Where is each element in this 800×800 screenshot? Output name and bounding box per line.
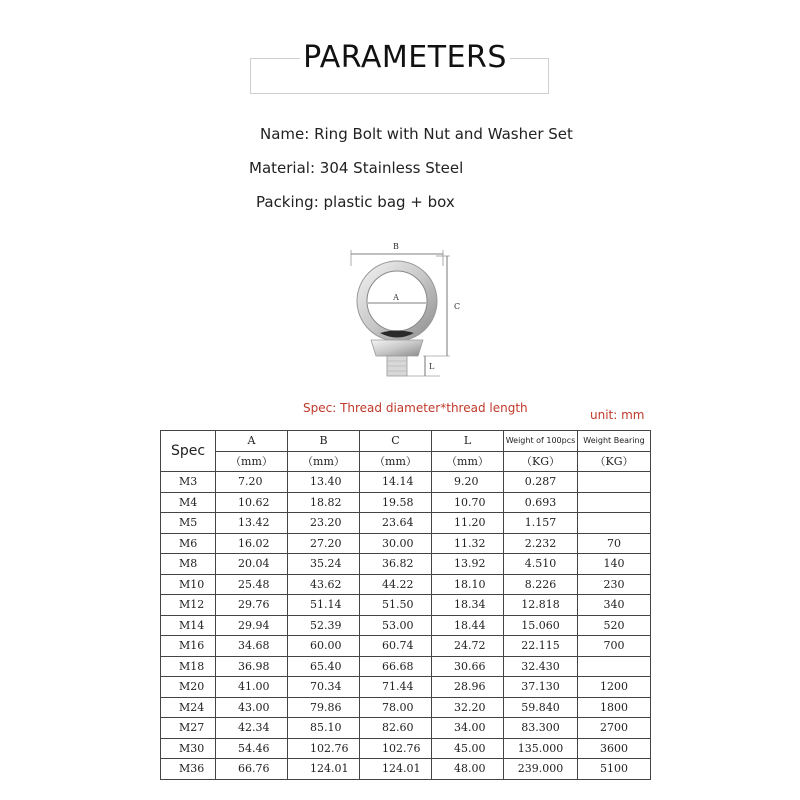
value-cell: 18.82 <box>288 492 360 513</box>
info-material-value: 304 Stainless Steel <box>319 159 464 177</box>
value-cell <box>578 472 651 493</box>
value-cell: 83.300 <box>504 718 578 739</box>
value-cell: 1800 <box>578 697 651 718</box>
value-cell: 124.01 <box>288 759 360 780</box>
value-cell: 30.66 <box>432 656 504 677</box>
value-cell: 700 <box>578 636 651 657</box>
info-name <box>260 125 573 143</box>
header-spec: Spec <box>161 431 216 472</box>
spec-cell: M30 <box>161 738 216 759</box>
value-cell: 78.00 <box>360 697 432 718</box>
value-cell: 1.157 <box>504 513 578 534</box>
value-cell: 51.14 <box>288 595 360 616</box>
table-header-row <box>161 431 651 452</box>
header-a: A <box>216 431 288 452</box>
spec-cell: M3 <box>161 472 216 493</box>
value-cell: 20.04 <box>216 554 288 575</box>
table-row <box>161 595 651 616</box>
table-row <box>161 615 651 636</box>
value-cell <box>578 492 651 513</box>
value-cell: 13.92 <box>432 554 504 575</box>
header-b: B <box>288 431 360 452</box>
value-cell: 71.44 <box>360 677 432 698</box>
value-cell <box>578 656 651 677</box>
dim-label-a: A <box>393 293 399 302</box>
header-c: C <box>360 431 432 452</box>
value-cell: 15.060 <box>504 615 578 636</box>
spec-cell: M10 <box>161 574 216 595</box>
value-cell: 27.20 <box>288 533 360 554</box>
value-cell: 53.00 <box>360 615 432 636</box>
spec-note: Spec: Thread diameter*thread length <box>303 401 528 415</box>
spec-cell: M18 <box>161 656 216 677</box>
value-cell: 1200 <box>578 677 651 698</box>
value-cell: 11.20 <box>432 513 504 534</box>
spec-table-body <box>161 472 651 780</box>
value-cell: 41.00 <box>216 677 288 698</box>
unit-a: （mm） <box>216 451 288 472</box>
table-row <box>161 533 651 554</box>
value-cell: 37.130 <box>504 677 578 698</box>
value-cell: 230 <box>578 574 651 595</box>
table-unit-row <box>161 451 651 472</box>
value-cell: 9.20 <box>432 472 504 493</box>
value-cell: 10.70 <box>432 492 504 513</box>
value-cell: 66.76 <box>216 759 288 780</box>
page-title: PARAMETERS <box>300 40 510 75</box>
spec-cell: M24 <box>161 697 216 718</box>
value-cell: 19.58 <box>360 492 432 513</box>
info-material-label: Material: <box>249 159 315 177</box>
header-bearing: Weight Bearing <box>578 431 651 452</box>
value-cell: 79.86 <box>288 697 360 718</box>
value-cell: 18.10 <box>432 574 504 595</box>
value-cell: 28.96 <box>432 677 504 698</box>
info-name-label: Name: <box>260 125 310 143</box>
table-row <box>161 472 651 493</box>
value-cell: 14.14 <box>360 472 432 493</box>
value-cell: 102.76 <box>288 738 360 759</box>
spec-cell: M6 <box>161 533 216 554</box>
value-cell: 23.20 <box>288 513 360 534</box>
table-row <box>161 492 651 513</box>
value-cell: 135.000 <box>504 738 578 759</box>
value-cell: 23.64 <box>360 513 432 534</box>
table-row <box>161 574 651 595</box>
value-cell: 52.39 <box>288 615 360 636</box>
value-cell: 140 <box>578 554 651 575</box>
value-cell: 340 <box>578 595 651 616</box>
value-cell: 124.01 <box>360 759 432 780</box>
info-material <box>249 159 463 177</box>
header-weight: Weight of 100pcs <box>504 431 578 452</box>
unit-b: （mm） <box>288 451 360 472</box>
value-cell: 59.840 <box>504 697 578 718</box>
table-row <box>161 759 651 780</box>
value-cell: 30.00 <box>360 533 432 554</box>
value-cell: 29.94 <box>216 615 288 636</box>
spec-cell: M27 <box>161 718 216 739</box>
value-cell: 16.02 <box>216 533 288 554</box>
dim-label-l: L <box>429 362 435 371</box>
spec-cell: M20 <box>161 677 216 698</box>
value-cell: 66.68 <box>360 656 432 677</box>
spec-cell: M36 <box>161 759 216 780</box>
value-cell: 3600 <box>578 738 651 759</box>
value-cell: 2700 <box>578 718 651 739</box>
value-cell: 43.00 <box>216 697 288 718</box>
table-row <box>161 718 651 739</box>
value-cell: 82.60 <box>360 718 432 739</box>
value-cell: 18.34 <box>432 595 504 616</box>
value-cell: 11.32 <box>432 533 504 554</box>
value-cell: 45.00 <box>432 738 504 759</box>
dim-label-b: B <box>393 242 399 251</box>
value-cell: 32.20 <box>432 697 504 718</box>
value-cell: 70.34 <box>288 677 360 698</box>
value-cell: 60.74 <box>360 636 432 657</box>
value-cell: 60.00 <box>288 636 360 657</box>
value-cell: 520 <box>578 615 651 636</box>
spec-cell: M5 <box>161 513 216 534</box>
value-cell: 29.76 <box>216 595 288 616</box>
spec-table <box>160 430 651 780</box>
value-cell: 0.693 <box>504 492 578 513</box>
value-cell: 24.72 <box>432 636 504 657</box>
info-name-value: Ring Bolt with Nut and Washer Set <box>314 125 573 143</box>
value-cell: 7.20 <box>216 472 288 493</box>
ring-bolt-diagram <box>330 236 480 390</box>
value-cell: 0.287 <box>504 472 578 493</box>
value-cell: 54.46 <box>216 738 288 759</box>
table-row <box>161 636 651 657</box>
value-cell <box>578 513 651 534</box>
value-cell: 36.82 <box>360 554 432 575</box>
spec-cell: M16 <box>161 636 216 657</box>
unit-bearing: （KG） <box>578 451 651 472</box>
value-cell: 8.226 <box>504 574 578 595</box>
spec-cell: M4 <box>161 492 216 513</box>
value-cell: 13.42 <box>216 513 288 534</box>
value-cell: 51.50 <box>360 595 432 616</box>
spec-cell: M8 <box>161 554 216 575</box>
unit-weight: （KG） <box>504 451 578 472</box>
spec-cell: M12 <box>161 595 216 616</box>
table-row <box>161 656 651 677</box>
value-cell: 32.430 <box>504 656 578 677</box>
value-cell: 34.68 <box>216 636 288 657</box>
ring-bolt-drawing <box>330 236 480 386</box>
spec-cell: M14 <box>161 615 216 636</box>
value-cell: 36.98 <box>216 656 288 677</box>
value-cell: 12.818 <box>504 595 578 616</box>
value-cell: 5100 <box>578 759 651 780</box>
value-cell: 48.00 <box>432 759 504 780</box>
value-cell: 18.44 <box>432 615 504 636</box>
value-cell: 85.10 <box>288 718 360 739</box>
info-packing-label: Packing: <box>256 193 319 211</box>
value-cell: 34.00 <box>432 718 504 739</box>
value-cell: 42.34 <box>216 718 288 739</box>
dim-label-c: C <box>454 302 461 311</box>
info-packing-value: plastic bag + box <box>323 193 455 211</box>
value-cell: 25.48 <box>216 574 288 595</box>
value-cell: 35.24 <box>288 554 360 575</box>
table-row <box>161 738 651 759</box>
value-cell: 4.510 <box>504 554 578 575</box>
value-cell: 44.22 <box>360 574 432 595</box>
info-packing <box>256 193 455 211</box>
table-row <box>161 513 651 534</box>
unit-c: （mm） <box>360 451 432 472</box>
table-row <box>161 697 651 718</box>
header-l: L <box>432 431 504 452</box>
value-cell: 43.62 <box>288 574 360 595</box>
value-cell: 102.76 <box>360 738 432 759</box>
value-cell: 13.40 <box>288 472 360 493</box>
value-cell: 70 <box>578 533 651 554</box>
value-cell: 2.232 <box>504 533 578 554</box>
value-cell: 10.62 <box>216 492 288 513</box>
value-cell: 65.40 <box>288 656 360 677</box>
table-row <box>161 677 651 698</box>
unit-l: （mm） <box>432 451 504 472</box>
value-cell: 22.115 <box>504 636 578 657</box>
value-cell: 239.000 <box>504 759 578 780</box>
unit-note: unit: mm <box>590 408 645 422</box>
table-row <box>161 554 651 575</box>
bolt-collar <box>371 340 423 356</box>
